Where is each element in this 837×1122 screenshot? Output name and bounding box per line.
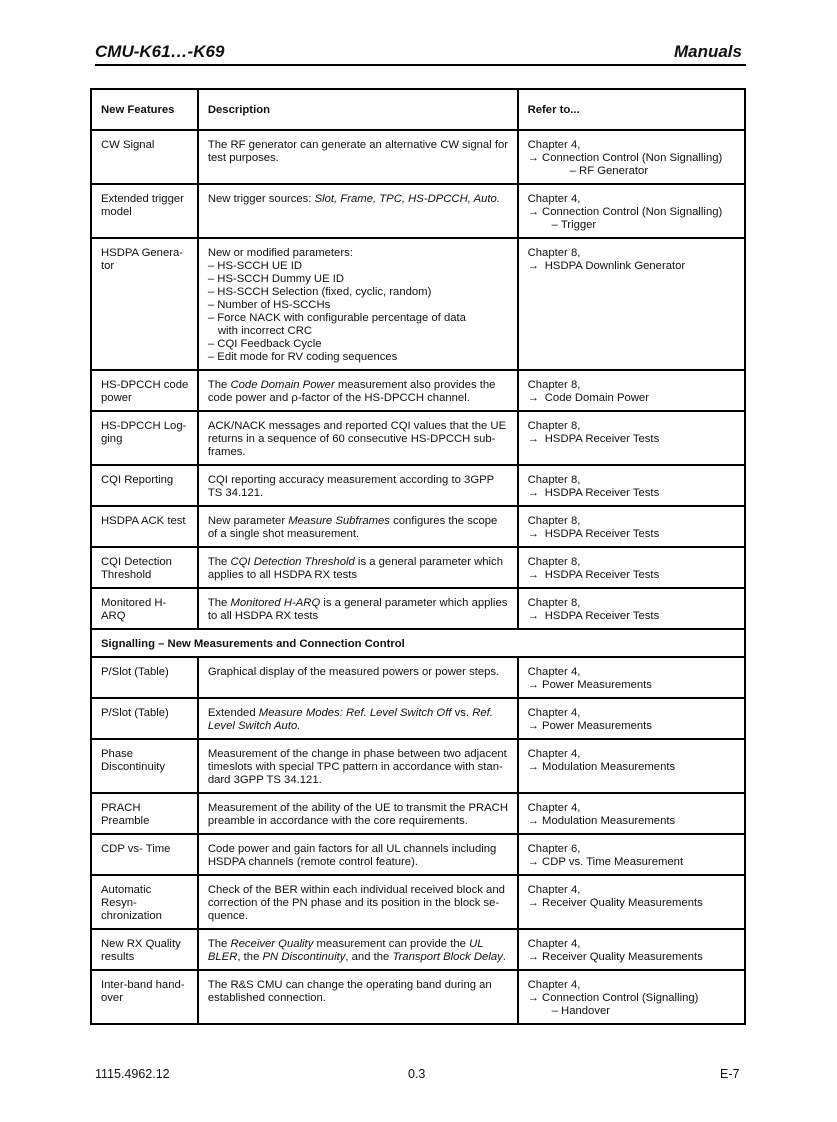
- description-cell: The RF generator can generate an alternative CW signal for test purposes.: [198, 130, 518, 184]
- table-row: [91, 370, 745, 411]
- table-row: [91, 834, 745, 875]
- arrow-icon: →: [527, 569, 539, 581]
- table-row: [91, 970, 745, 1024]
- ref-chapter: Chapter 4,: [527, 938, 581, 950]
- feature-cell: HS-DPCCH Log-ging: [91, 411, 198, 465]
- desc-text: is a general parameter which applies to all HSDPA RX tests: [207, 556, 503, 581]
- ref-target: → Modulation Measurements: [527, 761, 676, 773]
- table-row: [91, 547, 745, 588]
- ref-chapter: Chapter 4,: [527, 884, 581, 896]
- desc-text: Extended: [207, 707, 259, 719]
- arrow-icon: →: [527, 260, 539, 272]
- description-cell: [198, 370, 518, 411]
- reference-cell: [518, 547, 745, 588]
- description-cell: [198, 588, 518, 629]
- param-item: – HS-SCCH Dummy UE ID: [207, 273, 345, 285]
- ref-chapter: Chapter 6,: [527, 843, 581, 855]
- version-number: 0.3: [408, 1067, 426, 1081]
- ref-chapter: Chapter 4,: [527, 707, 581, 719]
- reference-cell: [518, 834, 745, 875]
- ref-target: HSDPA Receiver Tests: [544, 487, 660, 499]
- feature-cell: Inter-band hand-over: [91, 970, 198, 1024]
- ref-target: → Power Measurements: [527, 679, 652, 691]
- ref-target: HSDPA Receiver Tests: [544, 610, 660, 622]
- param-item: – HS-SCCH Selection (fixed, cyclic, random): [207, 286, 432, 298]
- ref-chapter: Chapter 8,: [527, 556, 581, 568]
- ref-target: HSDPA Receiver Tests: [544, 569, 660, 581]
- document-title: CMU-K61…-K69: [95, 42, 225, 61]
- description-cell: [198, 184, 518, 238]
- description-cell: ACK/NACK messages and reported CQI values that the UE returns in a sequence of 60 consecutive HS-DPCCH sub-frames.: [198, 411, 518, 465]
- param-item-continued: with incorrect CRC: [217, 325, 313, 337]
- description-cell: [198, 506, 518, 547]
- ref-chapter: Chapter 8,: [527, 420, 581, 432]
- ref-subtarget: – Trigger: [551, 219, 597, 231]
- desc-emphasis: Monitored H-ARQ: [230, 597, 321, 609]
- page-number: E-7: [720, 1067, 740, 1081]
- reference-cell: [518, 506, 745, 547]
- feature-cell: CQI Reporting: [91, 465, 198, 506]
- desc-text: The: [207, 938, 231, 950]
- feature-cell: CDP vs- Time: [91, 834, 198, 875]
- desc-text: New trigger sources:: [207, 193, 315, 205]
- ref-subtarget: – Handover: [551, 1005, 611, 1017]
- ref-chapter: Chapter 4,: [527, 139, 581, 151]
- param-item: – CQI Feedback Cycle: [207, 338, 322, 350]
- reference-cell: [518, 411, 745, 465]
- reference-cell: [518, 238, 745, 370]
- feature-cell: HS-DPCCH code power: [91, 370, 198, 411]
- section-title: Signalling – New Measurements and Connection Control: [91, 629, 745, 657]
- ref-target: → CDP vs. Time Measurement: [527, 856, 684, 868]
- reference-cell: [518, 588, 745, 629]
- feature-cell: CQI Detection Threshold: [91, 547, 198, 588]
- description-cell: [198, 238, 518, 370]
- feature-cell: P/Slot (Table): [91, 698, 198, 739]
- column-header-refer: Refer to...: [518, 89, 745, 130]
- desc-text: .: [502, 951, 506, 963]
- desc-text: vs.: [451, 707, 473, 719]
- desc-emphasis: Ref. Level Switch Auto.: [207, 707, 493, 732]
- reference-cell: [518, 698, 745, 739]
- description-cell: Measurement of the ability of the UE to transmit the PRACH preamble in accordance with the core requirements.: [198, 793, 518, 834]
- desc-text: configures the scope of a single shot measurement.: [207, 515, 498, 540]
- ref-target: → Receiver Quality Measurements: [527, 951, 703, 963]
- ref-target: HSDPA Receiver Tests: [544, 433, 660, 445]
- desc-text: The: [207, 597, 231, 609]
- desc-emphasis: PN Discontinuity: [262, 951, 346, 963]
- desc-text: , the: [237, 951, 263, 963]
- desc-emphasis: Transport Block Delay: [392, 951, 503, 963]
- feature-cell: Extended trigger model: [91, 184, 198, 238]
- reference-cell: [518, 793, 745, 834]
- feature-cell: HSDPA ACK test: [91, 506, 198, 547]
- ref-chapter: Chapter 8,: [527, 474, 581, 486]
- feature-cell: New RX Quality results: [91, 929, 198, 970]
- reference-cell: [518, 370, 745, 411]
- feature-cell: PRACH Preamble: [91, 793, 198, 834]
- description-cell: Check of the BER within each individual received block and correction of the PN phase and its position in the block se-quence.: [198, 875, 518, 929]
- description-cell: Code power and gain factors for all UL channels including HSDPA channels (remote control feature).: [198, 834, 518, 875]
- desc-intro: New or modified parameters:: [207, 247, 353, 259]
- ref-chapter: Chapter 8,: [527, 515, 581, 527]
- desc-text: The: [207, 379, 231, 391]
- description-cell: [198, 929, 518, 970]
- ref-chapter: Chapter 8,: [527, 247, 581, 259]
- desc-emphasis: Measure Modes: Ref. Level Switch Off: [258, 707, 452, 719]
- table-row: [91, 184, 745, 238]
- ref-target: → Power Measurements: [527, 720, 652, 732]
- arrow-icon: →: [527, 487, 539, 499]
- table-row: [91, 929, 745, 970]
- ref-chapter: Chapter 4,: [527, 979, 581, 991]
- reference-cell: [518, 739, 745, 793]
- desc-emphasis: Slot, Frame, TPC, HS-DPCCH, Auto.: [314, 193, 500, 205]
- description-cell: Measurement of the change in phase between two adjacent timeslots with special TPC pattern in accordance with stan-dard 3GPP TS 34.121.: [198, 739, 518, 793]
- description-cell: The R&S CMU can change the operating band during an established connection.: [198, 970, 518, 1024]
- feature-cell: CW Signal: [91, 130, 198, 184]
- ref-chapter: Chapter 8,: [527, 597, 581, 609]
- ref-chapter: Chapter 4,: [527, 193, 581, 205]
- arrow-icon: →: [527, 610, 539, 622]
- arrow-icon: →: [527, 528, 539, 540]
- ref-chapter: Chapter 4,: [527, 802, 581, 814]
- table-row: [91, 793, 745, 834]
- feature-cell: P/Slot (Table): [91, 657, 198, 698]
- feature-cell: HSDPA Genera-tor: [91, 238, 198, 370]
- description-cell: [198, 698, 518, 739]
- page-header: [95, 40, 746, 66]
- feature-cell: Phase Discontinuity: [91, 739, 198, 793]
- table-row: [91, 875, 745, 929]
- desc-text: measurement also provides the code power and ρ-factor of the HS-DPCCH channel.: [207, 379, 496, 404]
- arrow-icon: →: [527, 392, 539, 404]
- param-item: – HS-SCCH UE ID: [207, 260, 303, 272]
- features-table: [90, 88, 746, 1025]
- column-header-features: New Features: [91, 89, 198, 130]
- reference-cell: [518, 929, 745, 970]
- reference-cell: [518, 130, 745, 184]
- table-row: [91, 238, 745, 370]
- desc-text: The: [207, 556, 231, 568]
- ref-chapter: Chapter 4,: [527, 748, 581, 760]
- section-row: [91, 629, 745, 657]
- table-row: [91, 588, 745, 629]
- reference-cell: [518, 875, 745, 929]
- table-row: [91, 465, 745, 506]
- desc-emphasis: Receiver Quality: [230, 938, 314, 950]
- desc-text: New parameter: [207, 515, 289, 527]
- ref-subtarget: – RF Generator: [569, 165, 649, 177]
- description-cell: Graphical display of the measured powers or power steps.: [198, 657, 518, 698]
- feature-cell: Monitored H-ARQ: [91, 588, 198, 629]
- ref-target: HSDPA Downlink Generator: [544, 260, 686, 272]
- param-item: – Force NACK with configurable percentage of data: [207, 312, 466, 324]
- ref-target: → Connection Control (Signalling): [527, 992, 699, 1004]
- desc-emphasis: Code Domain Power: [230, 379, 335, 391]
- param-item: – Edit mode for RV coding sequences: [207, 351, 398, 363]
- table-row: [91, 657, 745, 698]
- ref-chapter: Chapter 8,: [527, 379, 581, 391]
- column-header-description: Description: [198, 89, 518, 130]
- desc-emphasis: Measure Subframes: [288, 515, 390, 527]
- description-cell: CQI reporting accuracy measurement according to 3GPP TS 34.121.: [198, 465, 518, 506]
- ref-target: → Receiver Quality Measurements: [527, 897, 703, 909]
- reference-cell: [518, 465, 745, 506]
- section-label: Manuals: [673, 42, 742, 61]
- ref-chapter: Chapter 4,: [527, 666, 581, 678]
- ref-target: → Connection Control (Non Signalling): [527, 152, 723, 164]
- table-row: [91, 506, 745, 547]
- ref-target: Code Domain Power: [544, 392, 649, 404]
- reference-cell: [518, 970, 745, 1024]
- table-row: [91, 739, 745, 793]
- reference-cell: [518, 184, 745, 238]
- param-item: – Number of HS-SCCHs: [207, 299, 331, 311]
- document-number: 1115.4962.12: [95, 1067, 170, 1081]
- desc-text: is a general parameter which applies to all HSDPA RX tests: [207, 597, 508, 622]
- ref-target: → Connection Control (Non Signalling): [527, 206, 723, 218]
- arrow-icon: →: [527, 433, 539, 445]
- desc-emphasis: CQI Detection Threshold: [230, 556, 355, 568]
- table-header-row: [91, 89, 745, 130]
- table-row: [91, 411, 745, 465]
- desc-text: , and the: [345, 951, 393, 963]
- feature-cell: Automatic Resyn-chronization: [91, 875, 198, 929]
- table-row: [91, 130, 745, 184]
- ref-target: HSDPA Receiver Tests: [544, 528, 660, 540]
- ref-target: → Modulation Measurements: [527, 815, 676, 827]
- desc-text: measurement can provide the: [313, 938, 470, 950]
- reference-cell: [518, 657, 745, 698]
- desc-emphasis: UL BLER: [207, 938, 484, 963]
- description-cell: [198, 547, 518, 588]
- table-row: [91, 698, 745, 739]
